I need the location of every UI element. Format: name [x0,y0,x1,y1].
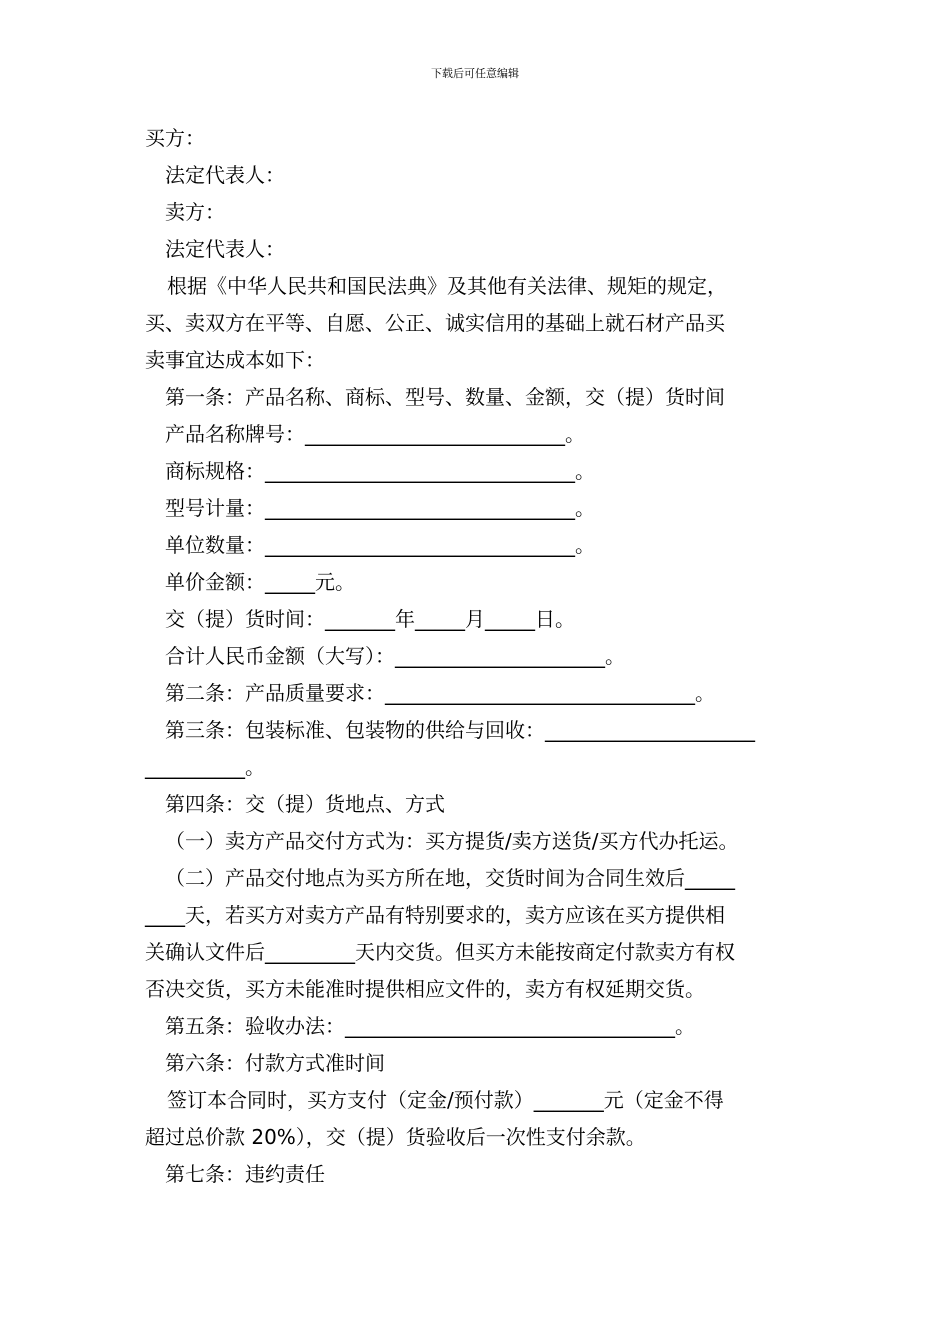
preamble-line-1: 根据《中华人民共和国民法典》及其他有关法律、规矩的规定， [167,274,727,298]
article-7-heading: 第七条：违约责任 [165,1162,325,1186]
article-6-heading: 第六条：付款方式准时间 [165,1051,385,1075]
article-1-heading: 第一条：产品名称、商标、型号、数量、金额，交（提）货时间 [165,385,725,409]
article-6-line-1: 签订本合同时，买方支付（定金/预付款）_______元（定金不得 [167,1088,724,1112]
unit-quantity-field: 单位数量：_______________________________。 [165,533,595,557]
preamble-line-2: 买、卖双方在平等、自愿、公正、诚实信用的基础上就石材产品买 [145,311,725,335]
article-3-line-2: __________。 [145,755,265,779]
buyer-line: 买方： [145,126,205,150]
delivery-date-field: 交（提）货时间：_______年_____月_____日。 [165,607,575,631]
article-4-clause-2-line-1: （二）产品交付地点为买方所在地，交货时间为合同生效后_____ [165,866,735,890]
buyer-representative-line: 法定代表人： [165,163,285,187]
model-measure-field: 型号计量：_______________________________。 [165,496,595,520]
article-2-line: 第二条：产品质量要求：_______________________________。 [165,681,715,705]
article-6-line-2: 超过总价款 20%），交（提）货验收后一次性支付余款。 [145,1125,646,1149]
seller-representative-line: 法定代表人： [165,237,285,261]
unit-price-field: 单价金额：_____元。 [165,570,355,594]
article-3-line-1: 第三条：包装标准、包装物的供给与回收：_____________________ [165,718,755,742]
product-name-field: 产品名称牌号：__________________________。 [165,422,585,446]
article-5-line: 第五条：验收办法：_________________________________。 [165,1014,695,1038]
trademark-spec-field: 商标规格：_______________________________。 [165,459,595,483]
preamble-line-3: 卖事宜达成本如下： [145,348,325,372]
article-4-clause-1: （一）卖方产品交付方式为：买方提货/卖方送货/买方代办托运。 [165,829,739,853]
article-4-clause-2-line-3: 关确认文件后_________天内交货。但买方未能按商定付款卖方有权 [145,940,735,964]
article-4-clause-2-line-4: 否决交货，买方未能准时提供相应文件的，卖方有权延期交货。 [145,977,705,1001]
seller-line: 卖方： [165,200,225,224]
contract-body [145,120,810,1193]
article-4-clause-2-line-2: ____天，若买方对卖方产品有特别要求的，卖方应该在买方提供相 [145,903,725,927]
page-header: 下载后可任意编辑 [431,67,519,80]
total-amount-field: 合计人民币金额（大写）：_____________________。 [165,644,625,668]
article-4-heading: 第四条：交（提）货地点、方式 [165,792,445,816]
